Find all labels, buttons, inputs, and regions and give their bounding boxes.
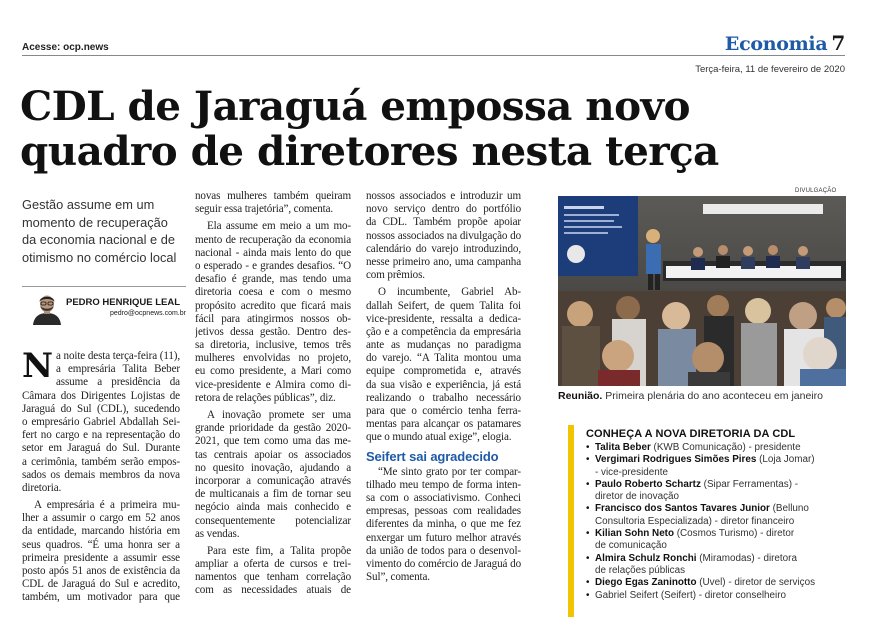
site-url[interactable]: Acesse: ocp.news	[22, 42, 109, 53]
text-line: desafio é grande, mas tendo uma	[195, 273, 351, 286]
director-item: • Diego Egas Zaninotto (Uvel) - diretor de serviços	[586, 577, 850, 589]
director-item: • Almira Schulz Ronchi (Miramodas) - diretora de relações públicas	[586, 553, 850, 578]
article-column-3	[366, 190, 521, 618]
text-line: nesse primeiro ano, uma campanha	[366, 255, 521, 268]
headline-line-1: CDL de Jaraguá empossa novo	[20, 82, 690, 130]
text-line: ante as mudanças no paradigma	[366, 339, 521, 352]
text-line: Ela assume em meio a um mo-	[207, 220, 351, 233]
text-line: mulheres envolvidas no projeto,	[195, 352, 351, 365]
text-line: posto após 51 anos de existência da	[22, 565, 180, 577]
director-item: • Vergimari Rodrigues Simões Pires (Loja Jomar) - vice-presidente	[586, 454, 850, 479]
text-line: fácil para atingirmos nossos ob-	[195, 312, 351, 325]
drop-line: a empresária Talita Beber	[55, 363, 180, 376]
author-avatar	[30, 291, 64, 325]
text-line: da sua visão e experiência, já está	[366, 378, 521, 391]
text-line: diretoria coesa e com o mesmo	[195, 286, 351, 299]
drop-line: assume a presidência da	[55, 376, 180, 389]
text-line: com prêmios.	[366, 269, 425, 282]
text-line: do varejo. “A Talita montou uma	[366, 352, 521, 365]
text-line: nacional - ainda mais lento do que	[195, 246, 351, 259]
text-line: novo serviço dentro do portfólio	[366, 203, 521, 216]
author-byline	[22, 286, 186, 326]
text-line: Jaraguá do Sul (CDL), sucedendo	[22, 402, 180, 415]
headline-line-2: quadro de diretores nesta terça	[20, 127, 719, 175]
column-1-body	[22, 390, 180, 605]
text-line: enxergar um futuro melhor através	[366, 531, 521, 544]
directors-sidebar	[568, 425, 850, 617]
author-name: PEDRO HENRIQUE LEAL	[66, 297, 181, 308]
text-line: retora de relações públicas”, diz.	[195, 391, 336, 404]
article-column-2	[195, 190, 351, 618]
photo-credit: DIVULGAÇÃO	[795, 188, 837, 194]
text-line: seguir essa trajetória”, comenta.	[195, 203, 334, 216]
text-line: lher a assumir o cargo em 52 anos	[22, 512, 180, 525]
drop-line: a noite desta terça-feira (11),	[55, 350, 180, 362]
text-line: novas mulheres também queiram	[195, 190, 351, 202]
column-2-body	[195, 190, 351, 598]
photo-caption	[558, 390, 848, 402]
text-line: Câmara dos Dirigentes Lojistas de	[22, 389, 180, 402]
text-line: com as necessidades atuais de	[195, 584, 351, 597]
text-line: seus quadros. “É uma honra ser a	[22, 538, 180, 551]
text-line: A inovação promete ser uma	[207, 409, 351, 421]
text-line: consequentemente potencializar	[195, 514, 351, 527]
text-line: grande prioridade da gestão 2020-	[195, 422, 351, 435]
director-item: • Talita Beber (KWB Comunicação) - presidente	[586, 442, 850, 454]
drop-cap: N	[22, 350, 53, 386]
text-line: mento de recuperação da economia	[195, 233, 351, 246]
text-line: tas centrais apoiar os associados	[195, 448, 351, 461]
deck-subtitle: Gestão assume em um momento de recuperação da economia nacional e de otimismo no comércio local	[22, 197, 177, 265]
sidebar-title: CONHEÇA A NOVA DIRETORIA DA CDL	[586, 428, 796, 440]
director-item: • Paulo Roberto Schartz (Sipar Ferramentas) - diretor de inovação	[586, 479, 850, 504]
text-line: sa diretoria, inclusive, temos três	[195, 339, 351, 352]
header-rule	[22, 55, 845, 56]
text-line: CDL de Jaraguá do Sul e acredito,	[22, 578, 180, 591]
headline	[20, 84, 820, 174]
text-line: equipe comprometida e, através	[366, 365, 521, 378]
section-header	[725, 31, 845, 55]
text-line: da entidade, marcando história em	[22, 525, 180, 538]
text-line: fert no cargo e na representação do	[22, 429, 180, 442]
meeting-photo	[558, 196, 846, 386]
text-line: propósito acredito que ficará mais	[195, 299, 351, 312]
text-line: O incumbente, Gabriel Ab-	[378, 286, 521, 299]
text-line: A empresária é a primeira mu-	[34, 499, 180, 512]
text-line: a cerimônia, também serão empos-	[22, 455, 180, 468]
caption-text: Primeira plenária do ano aconteceu em janeiro	[602, 390, 823, 402]
text-line: “Me sinto grato por ter compar-	[378, 465, 521, 478]
text-line: realizando o trabalho necessário	[366, 391, 521, 404]
text-line: jetivos dessa gestão. Dentro des-	[195, 325, 351, 338]
text-line: no quesito inovação, ajudando a	[195, 461, 351, 474]
text-line: Sul”, comenta.	[366, 571, 430, 584]
text-line: mentas para alcançar os patamares	[366, 418, 521, 431]
text-line: vice-presidente, ressalta a dedica-	[366, 312, 521, 325]
article-column-1	[22, 350, 180, 618]
text-line: 2021, que tem como uma das me-	[195, 435, 351, 448]
subheading: Seifert sai agradecido	[366, 448, 499, 464]
author-email[interactable]: pedro@ocpnews.com.br	[110, 310, 186, 317]
text-line: o empresário Gabriel Abdallah Sei-	[22, 415, 180, 428]
text-line: incorporar a comunicação através	[195, 474, 351, 487]
text-line: o esperado - e grandes desafios. “O	[195, 259, 351, 272]
text-line: eu como presidente, a Mari como	[195, 365, 351, 378]
section-name: Economia	[724, 33, 828, 55]
page-number: 7	[831, 31, 845, 55]
text-line: da união de todos para o desenvol-	[366, 544, 521, 557]
text-line: ampliar a oferta de cursos e trei-	[195, 558, 351, 571]
text-line: setor em Jaraguá do Sul. Durante	[22, 442, 180, 455]
text-line: tilhado meu tempo de forma inten-	[366, 478, 521, 491]
column-3-body-bottom	[366, 466, 521, 585]
text-line: nossos associados e introduzir um	[366, 190, 521, 202]
text-line: vice-presidente e Almira como di-	[195, 378, 351, 391]
text-line: dallah Seifert, de quem Talita foi	[366, 299, 521, 312]
text-line: empresas, pessoas com realidades	[366, 505, 521, 518]
text-line: da CDL. Também propõe apoiar	[366, 216, 521, 229]
director-item: • Gabriel Seifert (Seifert) - diretor conselheiro	[586, 590, 850, 602]
text-line: calendário do varejo introduzindo,	[366, 242, 521, 255]
text-line: para que o comércio tenha ferra-	[366, 405, 521, 417]
text-line: que o mundo atual exige”, elogia.	[366, 431, 512, 444]
text-line: nossos associados na divulgação do	[366, 229, 521, 242]
text-line: namentos que tenham correlação	[195, 571, 351, 584]
text-line: vimento do comércio de Jaraguá do	[366, 557, 521, 570]
text-line: sa com o associativismo. Conheci	[366, 491, 521, 504]
text-line: negócio ainda mais conhecido e	[195, 501, 351, 514]
text-line: diretoria.	[22, 481, 62, 494]
text-line: sados os demais membros da nova	[22, 468, 180, 481]
column-3-body-top	[366, 190, 521, 445]
caption-label: Reunião.	[558, 390, 603, 402]
directors-list	[586, 442, 850, 602]
text-line: primeira presidente a assumir esse	[22, 551, 180, 564]
director-item: • Kilian Sohn Neto (Cosmos Turismo) - diretor de comunicação	[586, 528, 850, 553]
text-line: diferentes da minha, o que me fez	[366, 518, 521, 531]
text-line: as vendas.	[195, 527, 240, 540]
text-line: de multicanais a fim de tornar seu	[195, 488, 351, 501]
text-line: Para este fim, a Talita propõe	[207, 544, 351, 557]
text-line: também, um motivador para que	[22, 591, 180, 604]
publication-date: Terça-feira, 11 de fevereiro de 2020	[695, 64, 845, 75]
text-line: ção e a competência da empresária	[366, 325, 521, 338]
director-item: • Francisco dos Santos Tavares Junior (Belluno Consultoria Especializada) - diretor financeiro	[586, 503, 850, 528]
